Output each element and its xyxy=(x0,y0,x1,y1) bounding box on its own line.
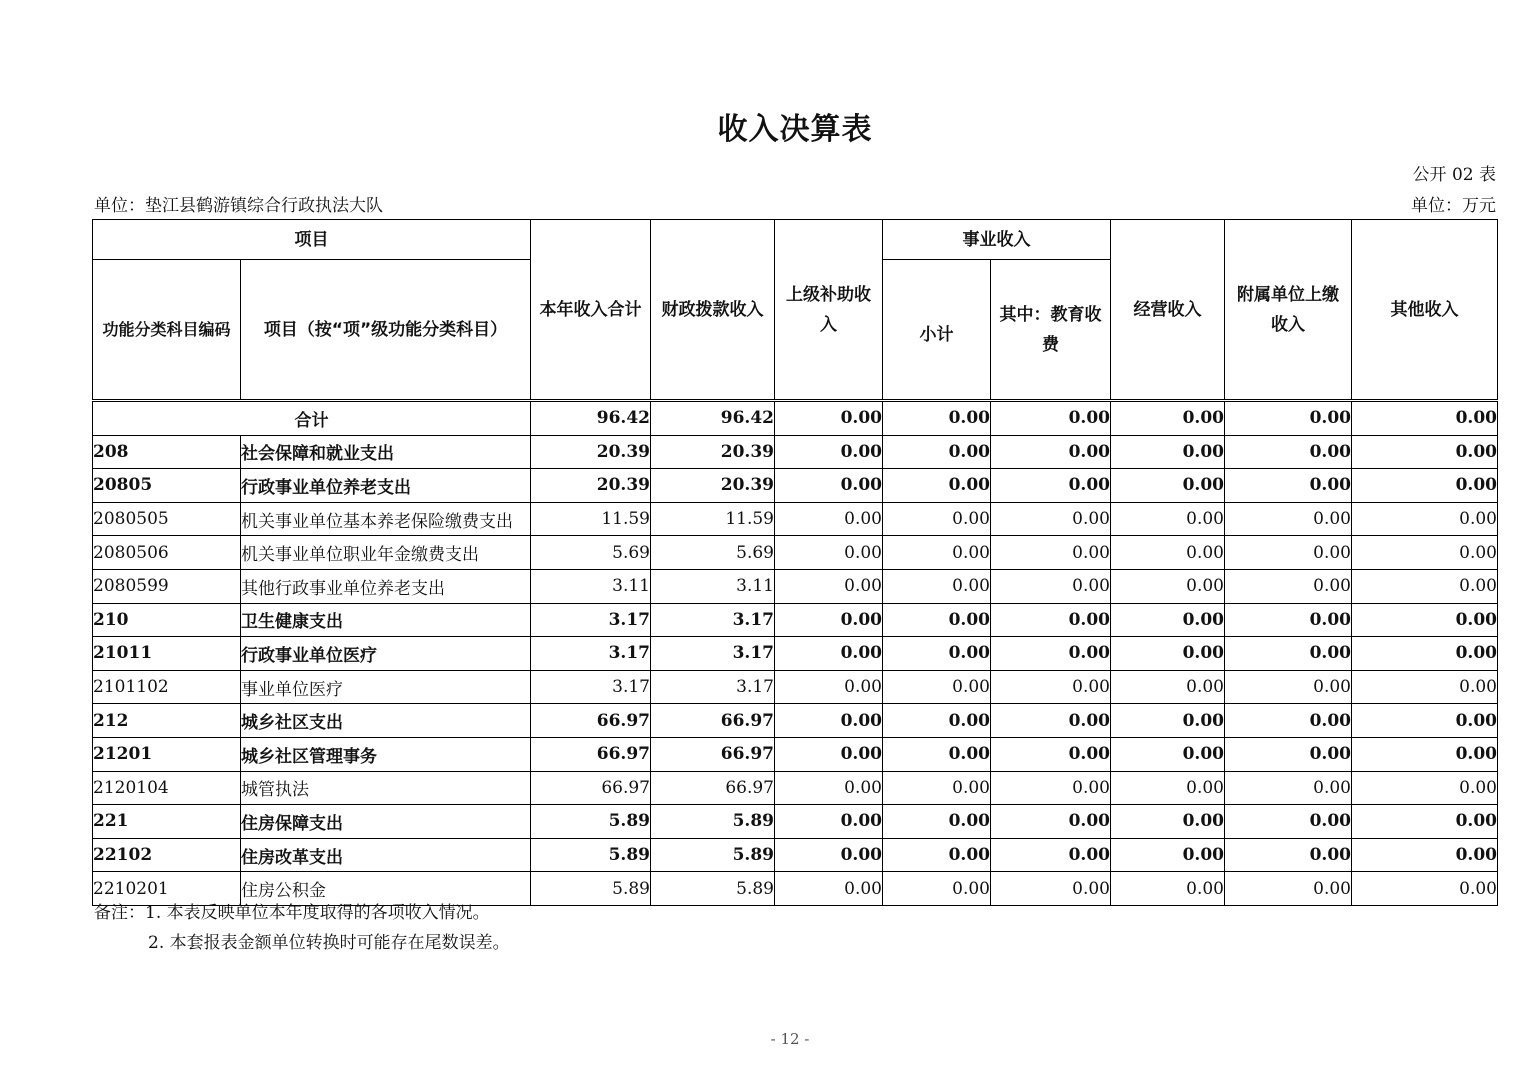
row-code: 22102 xyxy=(93,838,241,872)
row-value: 66.97 xyxy=(651,704,775,738)
table-row xyxy=(93,603,1498,637)
row-value: 3.17 xyxy=(531,637,651,671)
row-code: 221 xyxy=(93,805,241,839)
row-value: 0.00 xyxy=(1225,872,1352,906)
row-value: 0.00 xyxy=(1352,435,1498,469)
total-cell: 96.42 xyxy=(531,401,651,436)
header-code: 功能分类科目编码 xyxy=(93,260,241,401)
table-row xyxy=(93,502,1498,536)
row-value: 0.00 xyxy=(775,771,883,805)
total-cell: 0.00 xyxy=(1111,401,1225,436)
row-value: 0.00 xyxy=(1352,670,1498,704)
row-value: 0.00 xyxy=(1111,805,1225,839)
table-row xyxy=(93,469,1498,503)
income-table xyxy=(92,219,1498,906)
row-value: 20.39 xyxy=(651,435,775,469)
row-value: 0.00 xyxy=(991,872,1111,906)
row-value: 0.00 xyxy=(1352,536,1498,570)
unit-organization: 单位：垫江县鹤游镇综合行政执法大队 xyxy=(94,196,383,216)
row-value: 0.00 xyxy=(1111,704,1225,738)
row-value: 20.39 xyxy=(651,469,775,503)
row-code: 210 xyxy=(93,603,241,637)
row-name: 其他行政事业单位养老支出 xyxy=(241,569,531,603)
total-cell: 0.00 xyxy=(991,401,1111,436)
row-name: 机关事业单位职业年金缴费支出 xyxy=(241,536,531,570)
row-code: 2210201 xyxy=(93,872,241,906)
form-number: 公开 02 表 xyxy=(1412,165,1496,185)
row-value: 0.00 xyxy=(991,502,1111,536)
row-value: 0.00 xyxy=(1225,805,1352,839)
row-value: 0.00 xyxy=(991,603,1111,637)
row-name: 卫生健康支出 xyxy=(241,603,531,637)
row-value: 0.00 xyxy=(883,469,991,503)
row-value: 66.97 xyxy=(531,771,651,805)
table-row xyxy=(93,737,1498,771)
row-value: 0.00 xyxy=(991,637,1111,671)
header-subtotal: 小计 xyxy=(883,260,991,401)
row-value: 0.00 xyxy=(775,569,883,603)
table-row xyxy=(93,670,1498,704)
row-value: 5.69 xyxy=(531,536,651,570)
table-row xyxy=(93,569,1498,603)
row-value: 0.00 xyxy=(1111,771,1225,805)
row-name: 城管执法 xyxy=(241,771,531,805)
row-value: 0.00 xyxy=(775,805,883,839)
row-value: 0.00 xyxy=(1352,838,1498,872)
row-value: 0.00 xyxy=(991,805,1111,839)
row-value: 3.17 xyxy=(531,670,651,704)
row-value: 3.17 xyxy=(651,603,775,637)
total-cell: 0.00 xyxy=(883,401,991,436)
table-row xyxy=(93,704,1498,738)
row-value: 0.00 xyxy=(883,536,991,570)
row-value: 0.00 xyxy=(883,603,991,637)
row-code: 2101102 xyxy=(93,670,241,704)
row-name: 社会保障和就业支出 xyxy=(241,435,531,469)
row-value: 0.00 xyxy=(883,771,991,805)
row-value: 3.11 xyxy=(651,569,775,603)
row-value: 20.39 xyxy=(531,435,651,469)
total-cell: 0.00 xyxy=(1352,401,1498,436)
header-fiscal: 财政拨款收入 xyxy=(651,220,775,401)
row-name: 行政事业单位医疗 xyxy=(241,637,531,671)
row-code: 2080506 xyxy=(93,536,241,570)
total-label: 合计 xyxy=(93,401,531,436)
header-superior: 上级补助收入 xyxy=(775,220,883,401)
row-value: 0.00 xyxy=(883,838,991,872)
row-value: 0.00 xyxy=(991,435,1111,469)
row-value: 66.97 xyxy=(531,704,651,738)
row-value: 0.00 xyxy=(991,838,1111,872)
row-value: 0.00 xyxy=(775,737,883,771)
row-value: 0.00 xyxy=(1352,872,1498,906)
row-value: 11.59 xyxy=(531,502,651,536)
row-name: 事业单位医疗 xyxy=(241,670,531,704)
table-row xyxy=(93,838,1498,872)
row-value: 0.00 xyxy=(1111,838,1225,872)
row-code: 2120104 xyxy=(93,771,241,805)
row-value: 0.00 xyxy=(1111,469,1225,503)
row-value: 0.00 xyxy=(1111,737,1225,771)
row-code: 212 xyxy=(93,704,241,738)
total-cell: 0.00 xyxy=(775,401,883,436)
row-value: 66.97 xyxy=(531,737,651,771)
row-value: 0.00 xyxy=(775,838,883,872)
row-value: 3.17 xyxy=(651,637,775,671)
row-value: 0.00 xyxy=(1352,569,1498,603)
row-value: 0.00 xyxy=(1225,435,1352,469)
row-value: 0.00 xyxy=(883,637,991,671)
table-body xyxy=(93,401,1498,906)
row-value: 0.00 xyxy=(1352,469,1498,503)
notes xyxy=(94,898,510,958)
header-education: 其中：教育收费 xyxy=(991,260,1111,401)
row-code: 2080505 xyxy=(93,502,241,536)
row-value: 0.00 xyxy=(1111,536,1225,570)
row-value: 5.69 xyxy=(651,536,775,570)
row-value: 0.00 xyxy=(1225,670,1352,704)
header-total-income: 本年收入合计 xyxy=(531,220,651,401)
total-cell: 96.42 xyxy=(651,401,775,436)
row-value: 0.00 xyxy=(991,536,1111,570)
page-title: 收入决算表 xyxy=(717,112,873,147)
table-row xyxy=(93,536,1498,570)
row-value: 0.00 xyxy=(883,704,991,738)
row-value: 0.00 xyxy=(883,569,991,603)
row-value: 0.00 xyxy=(1352,737,1498,771)
row-value: 0.00 xyxy=(991,670,1111,704)
row-value: 5.89 xyxy=(531,805,651,839)
row-value: 0.00 xyxy=(1111,502,1225,536)
row-value: 0.00 xyxy=(775,637,883,671)
row-value: 0.00 xyxy=(1111,569,1225,603)
header-name: 项目（按“项”级功能分类科目） xyxy=(241,260,531,401)
row-value: 66.97 xyxy=(651,771,775,805)
row-value: 0.00 xyxy=(775,704,883,738)
row-value: 5.89 xyxy=(531,838,651,872)
row-value: 0.00 xyxy=(1352,771,1498,805)
row-value: 5.89 xyxy=(651,805,775,839)
unit-currency: 单位：万元 xyxy=(1411,196,1496,216)
row-value: 0.00 xyxy=(775,872,883,906)
row-value: 0.00 xyxy=(1225,502,1352,536)
row-value: 0.00 xyxy=(1225,838,1352,872)
row-name: 住房公积金 xyxy=(241,872,531,906)
table-row xyxy=(93,435,1498,469)
table-row xyxy=(93,637,1498,671)
row-value: 0.00 xyxy=(775,502,883,536)
row-value: 66.97 xyxy=(651,737,775,771)
row-value: 0.00 xyxy=(1225,637,1352,671)
row-value: 0.00 xyxy=(775,435,883,469)
row-value: 0.00 xyxy=(883,502,991,536)
header-operating: 经营收入 xyxy=(1111,220,1225,401)
row-value: 0.00 xyxy=(991,704,1111,738)
row-value: 3.17 xyxy=(651,670,775,704)
header-project: 项目 xyxy=(93,220,531,260)
row-value: 0.00 xyxy=(1352,502,1498,536)
row-value: 5.89 xyxy=(651,872,775,906)
header-affiliated: 附属单位上缴收入 xyxy=(1225,220,1352,401)
row-name: 机关事业单位基本养老保险缴费支出 xyxy=(241,502,531,536)
row-value: 0.00 xyxy=(991,737,1111,771)
header-other: 其他收入 xyxy=(1352,220,1498,401)
row-value: 0.00 xyxy=(1352,637,1498,671)
row-value: 0.00 xyxy=(1225,469,1352,503)
row-name: 城乡社区管理事务 xyxy=(241,737,531,771)
row-value: 0.00 xyxy=(1352,704,1498,738)
total-cell: 0.00 xyxy=(1225,401,1352,436)
page-number: - 12 - xyxy=(770,1030,810,1048)
row-value: 0.00 xyxy=(1225,603,1352,637)
row-value: 5.89 xyxy=(651,838,775,872)
row-value: 0.00 xyxy=(991,569,1111,603)
row-value: 0.00 xyxy=(1352,603,1498,637)
note-line: 备注：1. 本表反映单位本年度取得的各项收入情况。 xyxy=(94,903,490,923)
row-value: 0.00 xyxy=(775,670,883,704)
row-value: 0.00 xyxy=(1225,569,1352,603)
row-code: 208 xyxy=(93,435,241,469)
row-value: 0.00 xyxy=(883,872,991,906)
row-value: 0.00 xyxy=(883,805,991,839)
row-value: 0.00 xyxy=(775,603,883,637)
row-value: 0.00 xyxy=(1111,603,1225,637)
row-code: 20805 xyxy=(93,469,241,503)
row-name: 城乡社区支出 xyxy=(241,704,531,738)
note-line: 2. 本套报表金额单位转换时可能存在尾数误差。 xyxy=(148,933,510,953)
row-value: 0.00 xyxy=(775,469,883,503)
row-name: 住房保障支出 xyxy=(241,805,531,839)
row-value: 0.00 xyxy=(1352,805,1498,839)
row-value: 5.89 xyxy=(531,872,651,906)
table-row xyxy=(93,771,1498,805)
row-value: 0.00 xyxy=(775,536,883,570)
row-value: 0.00 xyxy=(991,469,1111,503)
row-value: 0.00 xyxy=(1111,435,1225,469)
row-value: 0.00 xyxy=(991,771,1111,805)
row-value: 11.59 xyxy=(651,502,775,536)
row-value: 3.17 xyxy=(531,603,651,637)
row-name: 住房改革支出 xyxy=(241,838,531,872)
row-code: 21201 xyxy=(93,737,241,771)
row-value: 0.00 xyxy=(883,670,991,704)
row-value: 0.00 xyxy=(883,435,991,469)
header-business: 事业收入 xyxy=(883,220,1111,260)
row-value: 20.39 xyxy=(531,469,651,503)
row-name: 行政事业单位养老支出 xyxy=(241,469,531,503)
total-row xyxy=(93,401,1498,436)
row-value: 0.00 xyxy=(1111,872,1225,906)
row-value: 0.00 xyxy=(883,737,991,771)
row-value: 0.00 xyxy=(1225,737,1352,771)
row-value: 0.00 xyxy=(1225,536,1352,570)
row-code: 2080599 xyxy=(93,569,241,603)
row-value: 0.00 xyxy=(1111,637,1225,671)
row-value: 0.00 xyxy=(1111,670,1225,704)
row-value: 3.11 xyxy=(531,569,651,603)
table-row xyxy=(93,805,1498,839)
row-value: 0.00 xyxy=(1225,771,1352,805)
row-code: 21011 xyxy=(93,637,241,671)
row-value: 0.00 xyxy=(1225,704,1352,738)
